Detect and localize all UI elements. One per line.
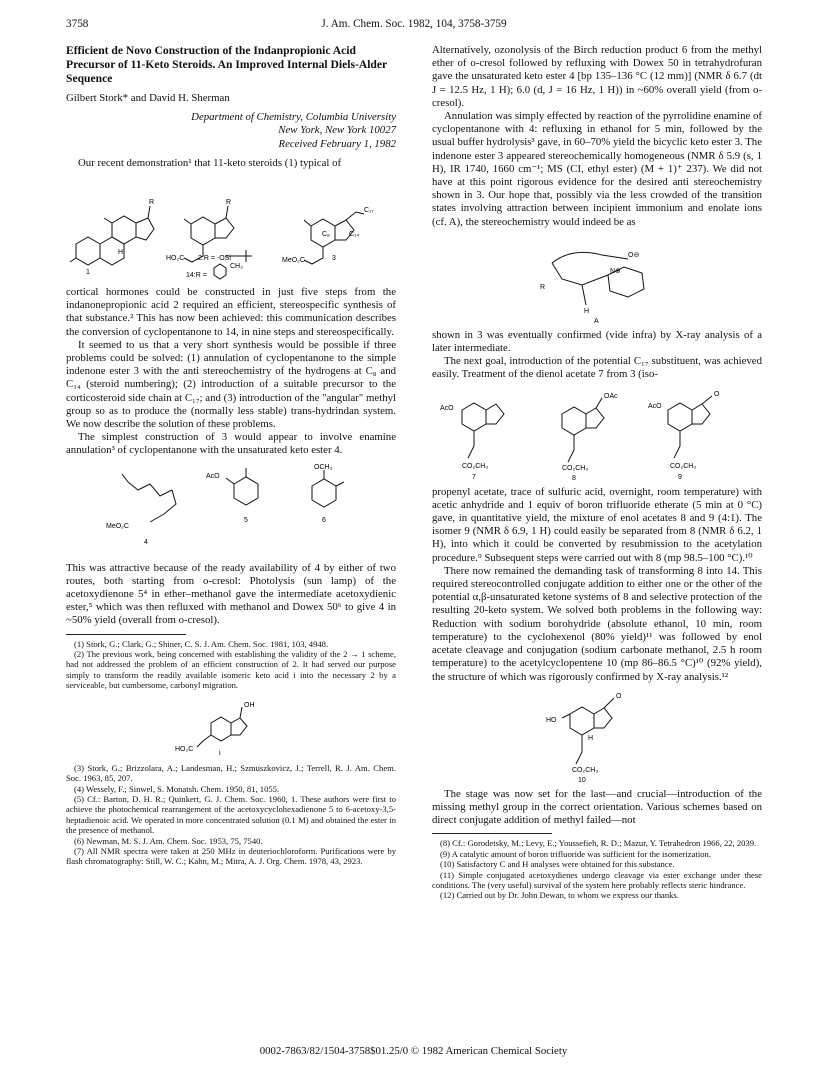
affiliation-line-2: New York, New York 10027 bbox=[278, 124, 396, 137]
footnote-7: (7) All NMR spectra were taken at 250 MHz in deuteriochloroform. Purifications were by flash chromatography: Still, W. C.; Kahn, M.; Mitra, A. J. Org. Chem. 1978, 43, 2923. bbox=[66, 845, 396, 867]
ester-label-9: CO₂CH₃ bbox=[670, 462, 697, 470]
paragraph: It seemed to us that a very short synthesis would be possible if three problems could be solved: (1) annulation of cyclopentanone to the simple indenone ester 3 with the anti stereochemistry of the hydrogens at C₈ and C₁₄ (steroid numbering); (2) introduction of a suitable precursor to the corticosteroid side chain at C₁₇; and (3) introduction of the "angular" methyl group so as to produce the (normally less stable) trans-hydrindan system. We now describe the solution of these problems. bbox=[66, 338, 396, 431]
meo2c-label: MeO₂C bbox=[106, 522, 129, 530]
compound-label-14: 14:R = bbox=[186, 272, 207, 280]
paragraph: The stage was now set for the last—and crucial—introduction of the missing methyl group in the correct orientation. Various schemes based on direct conjugate addition of methyl failed—not bbox=[432, 787, 762, 827]
paragraph: cortical hormones could be constructed in just five steps from the indanonepropionic acid 2 required an efficient, stereospecific synthesis of that substance.² This has now been achieved: this communication describes the conversion of cyclopentanone to 14, in nine steps and stereospecifically. bbox=[66, 286, 396, 338]
aco-label-9: AcO bbox=[648, 402, 662, 410]
paragraph: The simplest construction of 3 would appear to involve enamine annulation³ of cyclopentanone with the unsaturated keto ester 4. bbox=[66, 431, 396, 457]
footnote-4: (4) Wessely, F.; Sinwel, S. Monatsh. Chem. 1950, 81, 1055. bbox=[74, 783, 280, 794]
aco-label-7: AcO bbox=[440, 404, 454, 412]
figure-ketoester bbox=[66, 462, 396, 558]
footnote-5: (5) Cf.: Barton, D. H. R.; Quinkert, G. J. Chem. Soc. 1960, 1. These authors were first to achieve the photochemical rearrangement of the acetoxycyclohexadienone 5 to 6-acetoxy-3,5-heptadienoic acid. We operated in more concentrated solution (0.1 M) and obtained the ester in the presence of methanol. bbox=[66, 793, 396, 836]
footnote-8: (8) Cf.: Gorodetsky, M.; Levy, E.; Youssefieh, R. D.; Mazur, Y. Tetrahedron 1966, 22, 2039. bbox=[440, 838, 757, 849]
paragraph: Alternatively, ozonolysis of the Birch reduction product 6 from the methyl ether of o-cresol followed by refluxing with Dowex 50 in tetrahydrofuran gave the unsaturated keto ester 4 [bp 135–136 °C (12 mm)] (NMR δ 6.7 (dt J = 12.5 Hz, 1 H); 6.0 (d, J = 16 Hz, 1 H)) in ~60% overall yield (from o-cresol). bbox=[432, 44, 762, 109]
paragraph: The next goal, introduction of the potential C₁₇ substituent, was achieved easily. Treatment of the dienol acetate 7 from 3 (iso- bbox=[432, 355, 762, 381]
footnote-10: (10) Satisfactory C and H analyses were obtained for this substance. bbox=[440, 859, 675, 870]
figure-transition-state-a bbox=[432, 233, 762, 325]
compound-label-9: 9 bbox=[678, 473, 682, 481]
footnote-11: (11) Simple conjugated acetoxydienes undergo cleavage via ester exchange under these conditions. The (very useful) survival of the system here probably reflects steric hindrance. bbox=[432, 869, 762, 890]
r-label-2: R bbox=[226, 199, 232, 207]
paragraph: This was attractive because of the ready availability of 4 by either of two routes, both starting from o-cresol: Photolysis (sun lamp) of the acetoxydienone 5⁴ in ether–methanol gave the intermediate acetoxydienic ester,⁵ which was then refluxed with methanol and Dowex 50⁶ to give 4 in ~50% yield (overall from o-cresol). bbox=[66, 561, 396, 627]
compound-label-1: 1 bbox=[86, 269, 90, 277]
h-label: H bbox=[588, 734, 594, 742]
immonium-label: N⊕ bbox=[610, 267, 621, 275]
footnote-9: (9) A catalytic amount of boron trifluoride was sufficient for the isomerization. bbox=[440, 848, 711, 859]
ch3-label: CH₃ bbox=[230, 263, 243, 271]
compound-label-3: 3 bbox=[332, 255, 336, 263]
footnotes-right bbox=[432, 838, 762, 900]
authors: Gilbert Stork* and David H. Sherman bbox=[66, 92, 230, 104]
ketone-label: O bbox=[616, 692, 622, 700]
figure-enol-acetates bbox=[432, 386, 762, 482]
oh-label: OH bbox=[244, 701, 255, 709]
page-header bbox=[66, 18, 762, 34]
c8-label: C₈ bbox=[322, 231, 330, 239]
h-label: H bbox=[118, 249, 124, 257]
oac-label-8: OAc bbox=[604, 392, 618, 400]
footnote-1: (1) Stork, G.; Clark, G.; Shiner, C. S. J. Am. Chem. Soc. 1981, 103, 4948. bbox=[74, 638, 329, 649]
compound-label-4: 4 bbox=[144, 538, 148, 546]
footnotes-left bbox=[66, 639, 396, 867]
ester-label-8: CO₂CH₃ bbox=[562, 464, 589, 472]
footnote-rule bbox=[432, 833, 552, 834]
paragraph: Annulation was simply effected by reaction of the pyrrolidine enamine of cyclopentanone with 4: refluxing in ethanol for 5 min, followed by the usual buffer hydrolysis³ gave, in 60–70% yield the bicyclic keto ester 3. The indenone ester 3 appeared stereochemically homogeneous (NMR δ 5.9 (s, 1 H), IR 1740, 1660 cm⁻¹; MS (CI, ethyl ester) (M + 1)⁺ 237). We did not have at this point rigorous evidence for the desired anti stereochemistry shown in 3. Our hope that, possibly via the less crowded of the transition states involving attraction between incipient immonium and enolate ions (cf. A), the stereochemistry would indeed be as bbox=[432, 110, 762, 228]
figure-steroids bbox=[66, 174, 396, 282]
affiliation-line-1: Department of Chemistry, Columbia University bbox=[191, 111, 396, 124]
r-label: R bbox=[540, 283, 546, 291]
aco-label: AcO bbox=[206, 472, 220, 480]
paragraph: propenyl acetate, trace of sulfuric acid, overnight, room temperature) with acetic anhydride and 1 equiv of boron trifluoride etherate (5 min at 0 °C) gave, in quantitative yield, the mixture of enol acetates 8 and 9 (4:1). The isomer 9 (NMR δ 6.9, 1 H) could easily be separated from 8 (NMR δ 6.2, 1 H), into which it could be converted by resubmission to the acetylation procedure.⁹ Subsequent steps were carried out with 8 (mp 98.5–100 °C).¹⁰ bbox=[432, 485, 762, 564]
ester-label: CO₂CH₃ bbox=[572, 766, 599, 774]
compound-label-8: 8 bbox=[572, 474, 576, 482]
footnote-3: (3) Stork, G.; Brizzolara, A.; Landesman, H.; Szmuszkovicz, J.; Terrell, R. J. Am. Chem. Soc. 1963, 85, 207. bbox=[66, 762, 396, 784]
figure-label-a: A bbox=[594, 317, 599, 325]
page-number: 3758 bbox=[66, 18, 89, 30]
paragraph: There now remained the demanding task of transforming 8 into 14. This required stereocontrolled conjugate addition to either one or the other of the potential α,β-unsaturated ketone systems of 8 and selective protection of the resulting 20-keto system. We solved both problems in the following way: Reduction with sodium borohydride (absolute ethanol, 10 min, room temperature) to the cyclohexenol (80% yield)¹¹ was followed by enol acetate cleavage and conjugation (sodium carbonate methanol, 2.5 h room temperature) to the acetylcyclopentene 10 (mp 86–86.5 °C)¹⁰ (92% yield), the structure of which was rigorously confirmed by X-ray analysis.¹² bbox=[432, 564, 762, 683]
footnote-12: (12) Carried out by Dr. John Dewan, to whom we express our thanks. bbox=[440, 890, 679, 901]
ho2c-label: HO₂C bbox=[166, 255, 185, 263]
paragraph: shown in 3 was eventually confirmed (vide infra) by X-ray analysis of a later intermediate. bbox=[432, 328, 762, 355]
page-footer: 0002-7863/82/1504-3758$01.25/0 © 1982 American Chemical Society bbox=[259, 1045, 568, 1057]
compound-label-7: 7 bbox=[472, 473, 476, 481]
r-label-1: R bbox=[149, 199, 155, 207]
compound-label-5: 5 bbox=[244, 516, 248, 524]
ketone-label-9: O bbox=[714, 390, 720, 398]
received-date: Received February 1, 1982 bbox=[278, 137, 396, 150]
figure-compound-10 bbox=[432, 688, 762, 784]
c14-position-label: C₁₄ bbox=[349, 231, 360, 239]
journal-citation: J. Am. Chem. Soc. 1982, 104, 3758-3759 bbox=[321, 18, 507, 30]
footnote-figure-i bbox=[171, 695, 291, 759]
compound-label-6: 6 bbox=[322, 516, 326, 524]
left-column bbox=[66, 44, 396, 867]
footnote-6: (6) Newman, M. S. J. Am. Chem. Soc. 1953, 75, 7540. bbox=[74, 835, 263, 846]
compound-label-2: 2:R = -OSi bbox=[198, 255, 231, 263]
compound-label-i: i bbox=[219, 749, 221, 757]
footnote-2: (2) The previous work, being concerned with establishing the validity of the 2 → 1 scheme, had not addressed the problem of an efficient construction of 2. It had served our purpose simply to transform the readily available isomeric keto acid i into the necessary 2 by a serviceable, but cumbersome, carbonyl migration. bbox=[66, 649, 396, 691]
footnote-rule bbox=[66, 634, 186, 635]
h-label: H bbox=[584, 307, 590, 315]
hydroxyl-label: HO bbox=[546, 716, 557, 724]
ester-label-7: CO₂CH₃ bbox=[462, 462, 489, 470]
right-column bbox=[432, 44, 762, 901]
article-title: Efficient de Novo Construction of the Indanpropionic Acid Precursor of 11-Keto Steroids. An Improved Internal Diels-Alder Sequence bbox=[66, 44, 387, 85]
c17-label: C₁₇ bbox=[364, 207, 374, 215]
ho2c-label: HO₂C bbox=[175, 745, 194, 753]
paragraph: Our recent demonstration¹ that 11-keto steroids (1) typical of bbox=[78, 156, 342, 169]
och3-label: OCH₃ bbox=[314, 463, 333, 471]
meo2c-label: MeO₂C bbox=[282, 257, 305, 265]
compound-label-10: 10 bbox=[578, 776, 586, 784]
enolate-label: O⊖ bbox=[628, 251, 640, 259]
